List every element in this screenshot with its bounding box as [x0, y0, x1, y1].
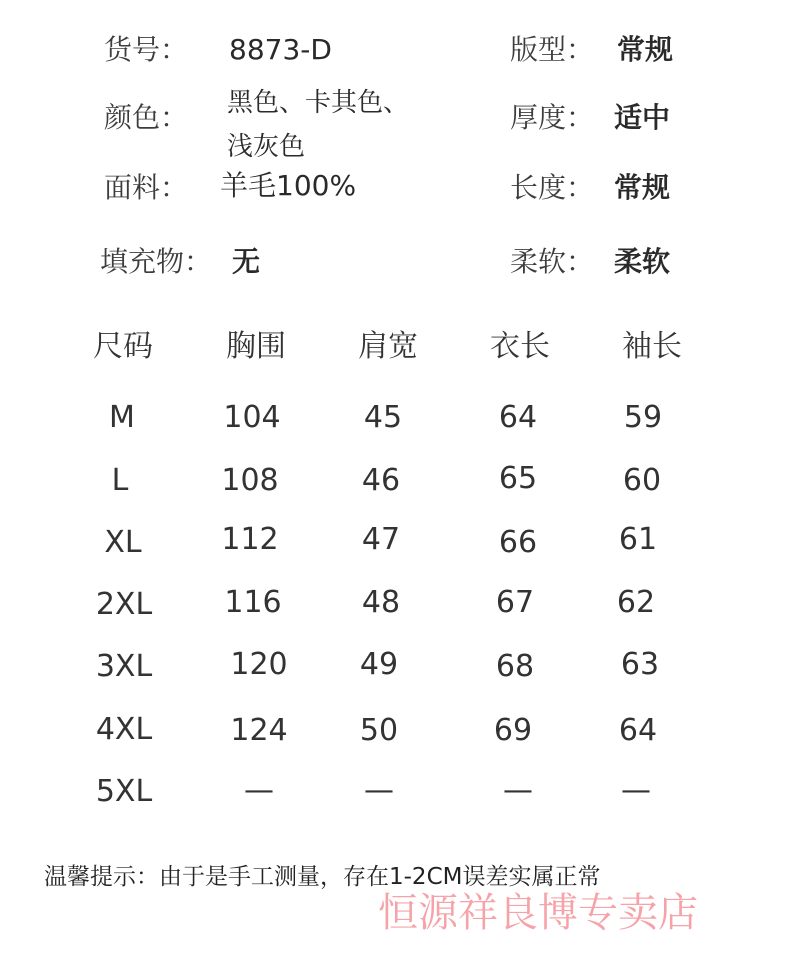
color-label: 颜色：: [104, 101, 189, 134]
size-cell: M: [109, 400, 135, 435]
chest-cell: 120: [230, 647, 288, 682]
chest-cell: —: [244, 773, 274, 808]
chest-cell: 112: [221, 522, 279, 557]
filling-value: 无: [232, 245, 261, 278]
length-cell: 68: [495, 649, 535, 684]
shoulder-cell: 50: [359, 713, 399, 748]
shoulder-cell: 48: [361, 585, 401, 620]
chest-column-header: 胸围: [226, 329, 286, 364]
length-cell: 64: [498, 400, 538, 435]
length-cell: 65: [498, 461, 538, 496]
chest-cell: 124: [230, 713, 288, 748]
fit-value: 常规: [617, 33, 674, 66]
length-value: 常规: [614, 171, 671, 204]
length-cell: —: [503, 773, 533, 808]
size-cell: L: [111, 463, 129, 498]
sleeve-cell: 62: [616, 585, 656, 620]
shoulder-cell: 45: [363, 400, 403, 435]
size-cell: 2XL: [95, 587, 153, 622]
shoulder-cell: 47: [361, 522, 401, 557]
shop-watermark: 恒源祥良博专卖店: [378, 890, 698, 936]
shoulder-cell: —: [364, 773, 394, 808]
size-cell: 3XL: [95, 649, 153, 684]
color-value-line2: 浅灰色: [227, 132, 306, 162]
chest-cell: 116: [224, 585, 282, 620]
length-label: 长度：: [510, 171, 595, 204]
fit-label: 版型：: [510, 33, 595, 66]
item-no-value: 8873-D: [229, 33, 332, 66]
softness-label: 柔软：: [510, 245, 595, 278]
measurement-notice: 温馨提示：由于是手工测量，存在1-2CM误差实属正常: [44, 864, 601, 890]
size-cell: 4XL: [95, 712, 153, 747]
size-cell: XL: [104, 525, 142, 560]
length-cell: 69: [493, 713, 533, 748]
thickness-value: 适中: [614, 101, 671, 134]
softness-value: 柔软: [614, 245, 671, 278]
sleeve-column-header: 袖长: [622, 329, 682, 364]
sleeve-cell: 59: [623, 400, 663, 435]
sleeve-cell: 60: [622, 463, 662, 498]
filling-label: 填充物：: [100, 245, 213, 278]
fabric-label: 面料：: [104, 171, 189, 204]
item-no-label: 货号：: [104, 33, 189, 66]
sleeve-cell: 63: [620, 647, 660, 682]
chest-cell: 104: [223, 400, 281, 435]
size-column-header: 尺码: [93, 329, 153, 364]
sleeve-cell: 64: [618, 713, 658, 748]
shoulder-column-header: 肩宽: [358, 329, 418, 364]
length-column-header: 衣长: [490, 329, 550, 364]
sleeve-cell: 61: [618, 522, 658, 557]
chest-cell: 108: [221, 463, 279, 498]
length-cell: 66: [498, 525, 538, 560]
sleeve-cell: —: [621, 773, 651, 808]
length-cell: 67: [495, 585, 535, 620]
size-cell: 5XL: [95, 774, 153, 809]
shoulder-cell: 49: [359, 647, 399, 682]
color-value-line1: 黑色、卡其色、: [227, 88, 410, 118]
fabric-value: 羊毛100%: [220, 169, 357, 202]
thickness-label: 厚度：: [510, 101, 595, 134]
shoulder-cell: 46: [361, 463, 401, 498]
